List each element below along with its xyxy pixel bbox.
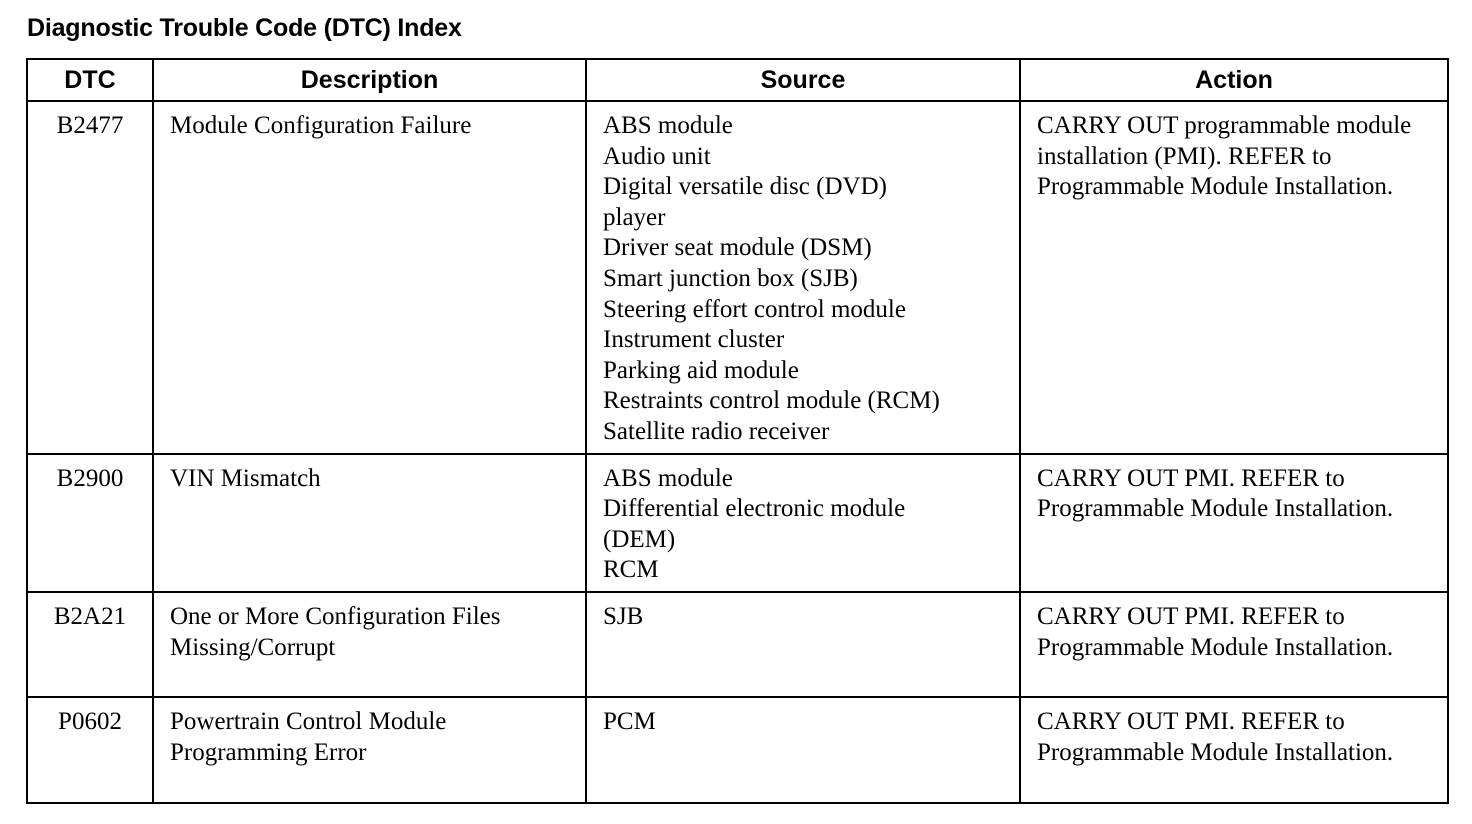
header-action: Action <box>1020 59 1448 101</box>
page-title: Diagnostic Trouble Code (DTC) Index <box>27 14 462 42</box>
source-item: Parking aid module <box>603 356 799 384</box>
header-source: Source <box>586 59 1020 101</box>
dtc-table <box>26 58 1449 804</box>
source-item: Differential electronic module <box>603 495 906 523</box>
dtc-description: Module Configuration Failure <box>153 101 586 454</box>
table-row <box>27 101 1448 454</box>
source-item: Audio unit <box>603 142 711 170</box>
dtc-action: CARRY OUT PMI. REFER to Programmable Module Installation. <box>1020 454 1448 592</box>
source-item: Instrument cluster <box>603 326 785 354</box>
table-row <box>27 592 1448 697</box>
source-item: SJB <box>603 602 644 630</box>
source-item: ABS module <box>603 464 733 492</box>
table-row <box>27 697 1448 803</box>
source-item: Satellite radio receiver <box>603 417 830 445</box>
dtc-code: B2A21 <box>27 592 153 697</box>
source-item: Driver seat module (DSM) <box>603 234 872 262</box>
source-item: (DEM) <box>603 525 676 553</box>
dtc-action: CARRY OUT PMI. REFER to Programmable Module Installation. <box>1020 697 1448 803</box>
dtc-source <box>586 592 1020 697</box>
source-item: Restraints control module (RCM) <box>603 387 940 415</box>
dtc-code: B2900 <box>27 454 153 592</box>
source-item: RCM <box>603 556 659 584</box>
source-item: player <box>603 203 666 231</box>
dtc-description: Powertrain Control Module Programming Error <box>153 697 586 803</box>
dtc-code: P0602 <box>27 697 153 803</box>
source-item: Digital versatile disc (DVD) <box>603 173 887 201</box>
source-item: PCM <box>603 707 656 735</box>
source-item: ABS module <box>603 112 733 139</box>
source-item: Smart junction box (SJB) <box>603 264 858 292</box>
dtc-description: One or More Configuration Files Missing/Corrupt <box>153 592 586 697</box>
dtc-code: B2477 <box>27 101 153 454</box>
header-dtc: DTC <box>27 59 153 101</box>
header-row <box>27 59 1448 101</box>
table-row <box>27 454 1448 592</box>
dtc-action: CARRY OUT PMI. REFER to Programmable Module Installation. <box>1020 592 1448 697</box>
dtc-action: CARRY OUT programmable module installation (PMI). REFER to Programmable Module Installation. <box>1020 101 1448 454</box>
dtc-source <box>586 697 1020 803</box>
dtc-description: VIN Mismatch <box>153 454 586 592</box>
dtc-source <box>586 454 1020 592</box>
source-item: Steering effort control module <box>603 295 906 323</box>
header-description: Description <box>153 59 586 101</box>
dtc-source <box>586 101 1020 454</box>
